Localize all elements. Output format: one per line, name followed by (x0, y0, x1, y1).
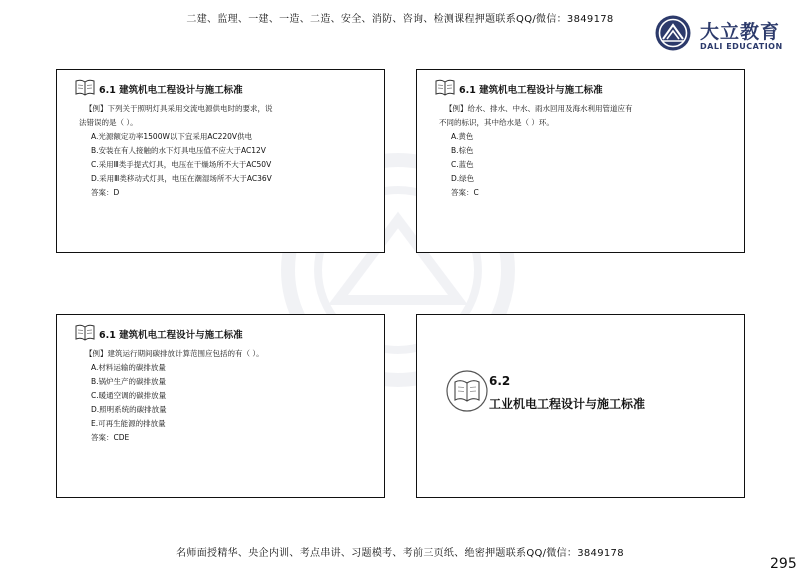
option-b: B.锅炉生产的碳排放量 (91, 377, 167, 386)
option-a: A.光源额定功率1500W以下宜采用AC220V供电 (91, 132, 253, 141)
slide-4 (416, 314, 745, 498)
slide-body (439, 102, 724, 200)
book-icon (75, 324, 95, 341)
book-icon (435, 79, 455, 96)
option-c: C.暖通空调的碳排放量 (91, 391, 167, 400)
slide-title: 6.1 建筑机电工程设计与施工标准 (99, 85, 243, 96)
option-e: E.可再生能源的排放量 (91, 419, 166, 428)
slide-body (79, 347, 364, 445)
emblem-icon (445, 369, 489, 413)
top-banner: 二建、监理、一建、一造、二造、安全、消防、咨询、检测课程押题联系QQ/微信：3849178 (186, 14, 614, 25)
page-number: 295 (770, 556, 797, 572)
bottom-banner: 名师面授精华、央企内训、考点串讲、习题模考、考前三页纸、绝密押题联系QQ/微信：3849178 (176, 548, 624, 559)
question-text: 【例】下列关于照明灯具采用交流电源供电时的要求，说 (85, 104, 273, 113)
answer: 答案：CDE (91, 433, 130, 442)
option-d: D.绿色 (451, 174, 475, 183)
option-c: C.采用Ⅲ类手提式灯具，电压在干燥场所不大于AC50V (91, 160, 272, 169)
slide-title: 6.1 建筑机电工程设计与施工标准 (99, 330, 243, 341)
book-icon (75, 79, 95, 96)
option-b: B.棕色 (451, 146, 474, 155)
option-a: A.黄色 (451, 132, 474, 141)
section-number: 6.2 (489, 374, 511, 388)
answer: 答案：D (91, 188, 120, 197)
slide-body (79, 102, 364, 200)
slide-3 (56, 314, 385, 498)
section-title: 工业机电工程设计与施工标准 (489, 397, 646, 411)
question-text-continued: 不同的标识，其中给水是（ ）环。 (439, 118, 554, 127)
option-b: B.安装在有人接触的水下灯具电压值不应大于AC12V (91, 146, 266, 155)
question-text: 【例】给水、排水、中水、雨水回用及海水利用管道应有 (445, 104, 633, 113)
logo-subtitle: DALI EDUCATION (700, 42, 783, 51)
dali-logo-icon (654, 14, 692, 52)
slide-2 (416, 69, 745, 253)
slide-1 (56, 69, 385, 253)
option-a: A.材料运输的碳排放量 (91, 363, 166, 372)
logo-name: 大立教育 (700, 21, 781, 43)
option-d: D.采用Ⅲ类移动式灯具，电压在潮湿场所不大于AC36V (91, 174, 272, 183)
question-text-continued: 法错误的是（ ）。 (79, 118, 138, 127)
option-d: D.照明系统的碳排放量 (91, 405, 167, 414)
option-c: C.蓝色 (451, 160, 474, 169)
brand-logo (654, 14, 784, 54)
question-text: 【例】建筑运行期间碳排放计算范围应包括的有（ ）。 (85, 349, 264, 358)
slide-title: 6.1 建筑机电工程设计与施工标准 (459, 85, 603, 96)
answer: 答案：C (451, 188, 479, 197)
